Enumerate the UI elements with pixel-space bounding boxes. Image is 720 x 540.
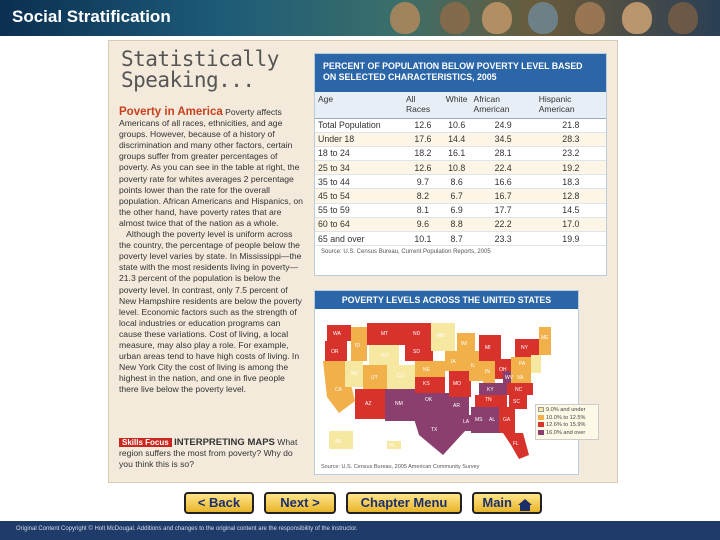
state-label: MT — [381, 331, 389, 337]
value-cell: 10.6 — [443, 118, 471, 132]
state-label: OR — [331, 349, 339, 355]
row-label-cell: 55 to 59 — [315, 203, 403, 217]
skills-heading: INTERPRETING MAPS — [174, 437, 275, 448]
column-header: White — [443, 92, 471, 118]
legend-item — [538, 407, 596, 415]
state-label: IA — [451, 359, 456, 365]
state-label: MN — [437, 333, 445, 339]
value-cell: 10.8 — [443, 161, 471, 175]
state-label: PA — [519, 361, 526, 367]
value-cell: 12.6 — [403, 161, 443, 175]
state-label: FL — [513, 441, 519, 447]
legend-swatch — [538, 422, 544, 427]
value-cell: 19.2 — [536, 161, 606, 175]
state-label: LA — [463, 419, 470, 425]
navigation-bar — [184, 492, 544, 516]
value-cell: 6.7 — [443, 189, 471, 203]
chapter-menu-button[interactable]: Chapter Menu — [346, 492, 462, 514]
back-button[interactable]: < Back — [184, 492, 254, 514]
state-region — [415, 361, 445, 377]
value-cell: 21.8 — [536, 118, 606, 132]
row-label-cell: Under 18 — [315, 132, 403, 146]
value-cell: 8.2 — [403, 189, 443, 203]
value-cell: 22.2 — [471, 217, 536, 231]
value-cell: 8.7 — [443, 232, 471, 246]
state-label: AZ — [365, 401, 372, 407]
state-label: CO — [397, 373, 405, 379]
map-source: Source: U.S. Census Bureau, 2005 American Community Survey — [321, 464, 480, 470]
state-label: NM — [395, 401, 403, 407]
state-label: KS — [423, 381, 430, 387]
title-banner — [0, 0, 720, 36]
value-cell: 19.9 — [536, 232, 606, 246]
state-label: GA — [503, 417, 511, 423]
state-label: MS — [475, 417, 483, 423]
state-label: KY — [487, 387, 494, 393]
row-label-cell: 35 to 44 — [315, 175, 403, 189]
table-row — [315, 146, 606, 160]
decorative-face-image — [390, 2, 420, 34]
legend-swatch — [538, 407, 544, 412]
state-label: HI — [389, 443, 394, 449]
state-region — [411, 409, 465, 455]
table-title: PERCENT OF POPULATION BELOW POVERTY LEVEL BASED ON SELECTED CHARACTERISTICS, 2005 — [315, 54, 606, 92]
value-cell: 6.9 — [443, 203, 471, 217]
value-cell: 12.6 — [403, 118, 443, 132]
state-region — [531, 355, 541, 373]
poverty-map-panel — [314, 290, 586, 475]
state-label: WV — [505, 375, 514, 381]
table-source: Source: U.S. Census Bureau, Current Population Reports, 2005 — [321, 249, 491, 256]
decorative-face-image — [622, 2, 652, 34]
value-cell: 28.3 — [536, 132, 606, 146]
slide-title: Social Stratification — [12, 7, 171, 26]
main-button-label: Main — [482, 495, 512, 510]
value-cell: 12.8 — [536, 189, 606, 203]
value-cell: 18.2 — [403, 146, 443, 160]
column-header: All Races — [403, 92, 443, 118]
state-label: NV — [351, 371, 358, 377]
value-cell: 17.6 — [403, 132, 443, 146]
column-header: African American — [471, 92, 536, 118]
table-row — [315, 217, 606, 231]
state-label: ND — [413, 331, 421, 337]
article-heading: Poverty in America — [119, 106, 223, 118]
map-title: POVERTY LEVELS ACROSS THE UNITED STATES — [315, 291, 578, 309]
table-row — [315, 175, 606, 189]
state-label: SC — [513, 399, 520, 405]
decorative-face-image — [668, 2, 698, 34]
state-label: OK — [425, 397, 433, 403]
state-region — [415, 377, 445, 393]
poverty-table-panel — [314, 53, 607, 276]
value-cell: 18.3 — [536, 175, 606, 189]
state-label: UT — [371, 375, 378, 381]
value-cell: 22.4 — [471, 161, 536, 175]
row-label-cell: 45 to 54 — [315, 189, 403, 203]
state-label: IN — [485, 369, 490, 375]
state-region — [479, 383, 509, 395]
table-row — [315, 203, 606, 217]
column-header: Hispanic American — [536, 92, 606, 118]
map-legend — [535, 404, 599, 440]
textbook-page — [108, 40, 618, 483]
next-button[interactable]: Next > — [264, 492, 336, 514]
value-cell: 28.1 — [471, 146, 536, 160]
row-label-cell: 25 to 34 — [315, 161, 403, 175]
state-label: NE — [423, 367, 430, 373]
value-cell: 16.7 — [471, 189, 536, 203]
skills-focus — [119, 437, 304, 470]
headline: Statistically Speaking... — [121, 47, 279, 92]
legend-label: 12.6% to 15.9% — [546, 422, 586, 429]
legend-label: 9.0% and under — [546, 407, 586, 413]
state-label: SD — [413, 349, 420, 355]
skills-question: What region suffers the most from poverty? Why do you think this is so? — [119, 437, 298, 470]
legend-swatch — [538, 430, 544, 435]
state-label: ID — [355, 343, 360, 349]
table-row — [315, 161, 606, 175]
copyright-text: Original Content Copyright © Holt McDougal. Additions and changes to the original content are the responsibility of the instructor. — [16, 526, 358, 532]
footer — [0, 521, 720, 540]
state-label: NC — [515, 387, 523, 393]
poverty-table — [315, 92, 606, 246]
value-cell: 10.1 — [403, 232, 443, 246]
skills-focus-badge: Skills Focus — [119, 438, 172, 447]
article-body — [119, 107, 304, 395]
value-cell: 9.6 — [403, 217, 443, 231]
state-label: WY — [381, 353, 390, 359]
value-cell: 8.6 — [443, 175, 471, 189]
table-row — [315, 189, 606, 203]
value-cell: 9.7 — [403, 175, 443, 189]
legend-label: 10.0% to 12.5% — [546, 414, 586, 421]
legend-item — [538, 422, 596, 430]
state-label: OH — [499, 367, 507, 373]
state-label: TN — [485, 397, 492, 403]
row-label-cell: 60 to 64 — [315, 217, 403, 231]
decorative-face-image — [575, 2, 605, 34]
state-region — [445, 351, 469, 371]
value-cell: 23.2 — [536, 146, 606, 160]
state-label: WI — [461, 341, 468, 347]
state-label: AK — [335, 439, 342, 445]
main-button[interactable] — [472, 492, 542, 514]
row-label-cell: 65 and over — [315, 232, 403, 246]
value-cell: 24.9 — [471, 118, 536, 132]
value-cell: 34.5 — [471, 132, 536, 146]
state-label: AL — [489, 417, 496, 423]
value-cell: 8.8 — [443, 217, 471, 231]
home-icon — [518, 499, 532, 505]
row-label-cell: Total Population — [315, 118, 403, 132]
value-cell: 17.0 — [536, 217, 606, 231]
legend-swatch — [538, 415, 544, 420]
state-label: MO — [453, 381, 462, 387]
decorative-face-image — [528, 2, 558, 34]
value-cell: 14.4 — [443, 132, 471, 146]
legend-item — [538, 415, 596, 423]
value-cell: 16.6 — [471, 175, 536, 189]
state-label: AR — [453, 403, 460, 409]
legend-label: 16.0% and over — [546, 429, 586, 436]
state-label: IL — [471, 363, 476, 369]
state-label: CA — [335, 387, 342, 393]
legend-item — [538, 430, 596, 438]
article-paragraph-2: Although the poverty level is uniform across the country, the percentage of people below the poverty level varies by state. In Mississippi—the state with the most residents living in poverty—21.3 percent of the population is below the poverty level. In contrast, only 7.5 percent of New Hampshire residents are below the poverty level. Economic factors such as the strength of local industries or education programs can cause these variations. Cost of living, a local measure, may also play a role. For example, urban areas tend to have high costs of living. In New York City the cost of living is among the highest in the nation, and one in five people there live below the poverty level. — [119, 229, 302, 395]
value-cell: 17.7 — [471, 203, 536, 217]
article-paragraph-1: Poverty affects Americans of all races, ethnicities, and age groups. However, because of a history of discrimination and many other factors, certain groups suffer from greater percentages of poverty. As you can see in the table at right, the poverty rate for whites averages 2 percentage points lower than the rate for the overall population. African Americans and Hispanics, on the other hand, have poverty rates that are almost twice that of the nation as a whole. — [119, 107, 303, 228]
value-cell: 16.1 — [443, 146, 471, 160]
value-cell: 14.5 — [536, 203, 606, 217]
column-header: Age — [315, 92, 403, 118]
table-row — [315, 118, 606, 132]
state-label: MI — [485, 345, 491, 351]
state-label: VA — [517, 375, 524, 381]
table-row — [315, 232, 606, 246]
value-cell: 23.3 — [471, 232, 536, 246]
state-label: WA — [333, 331, 341, 337]
state-region — [539, 327, 551, 355]
state-label: ME — [541, 335, 549, 341]
table-row — [315, 132, 606, 146]
row-label-cell: 18 to 24 — [315, 146, 403, 160]
decorative-face-image — [482, 2, 512, 34]
decorative-face-image — [440, 2, 470, 34]
state-label: NY — [521, 345, 528, 351]
state-label: TX — [431, 427, 438, 433]
value-cell: 8.1 — [403, 203, 443, 217]
